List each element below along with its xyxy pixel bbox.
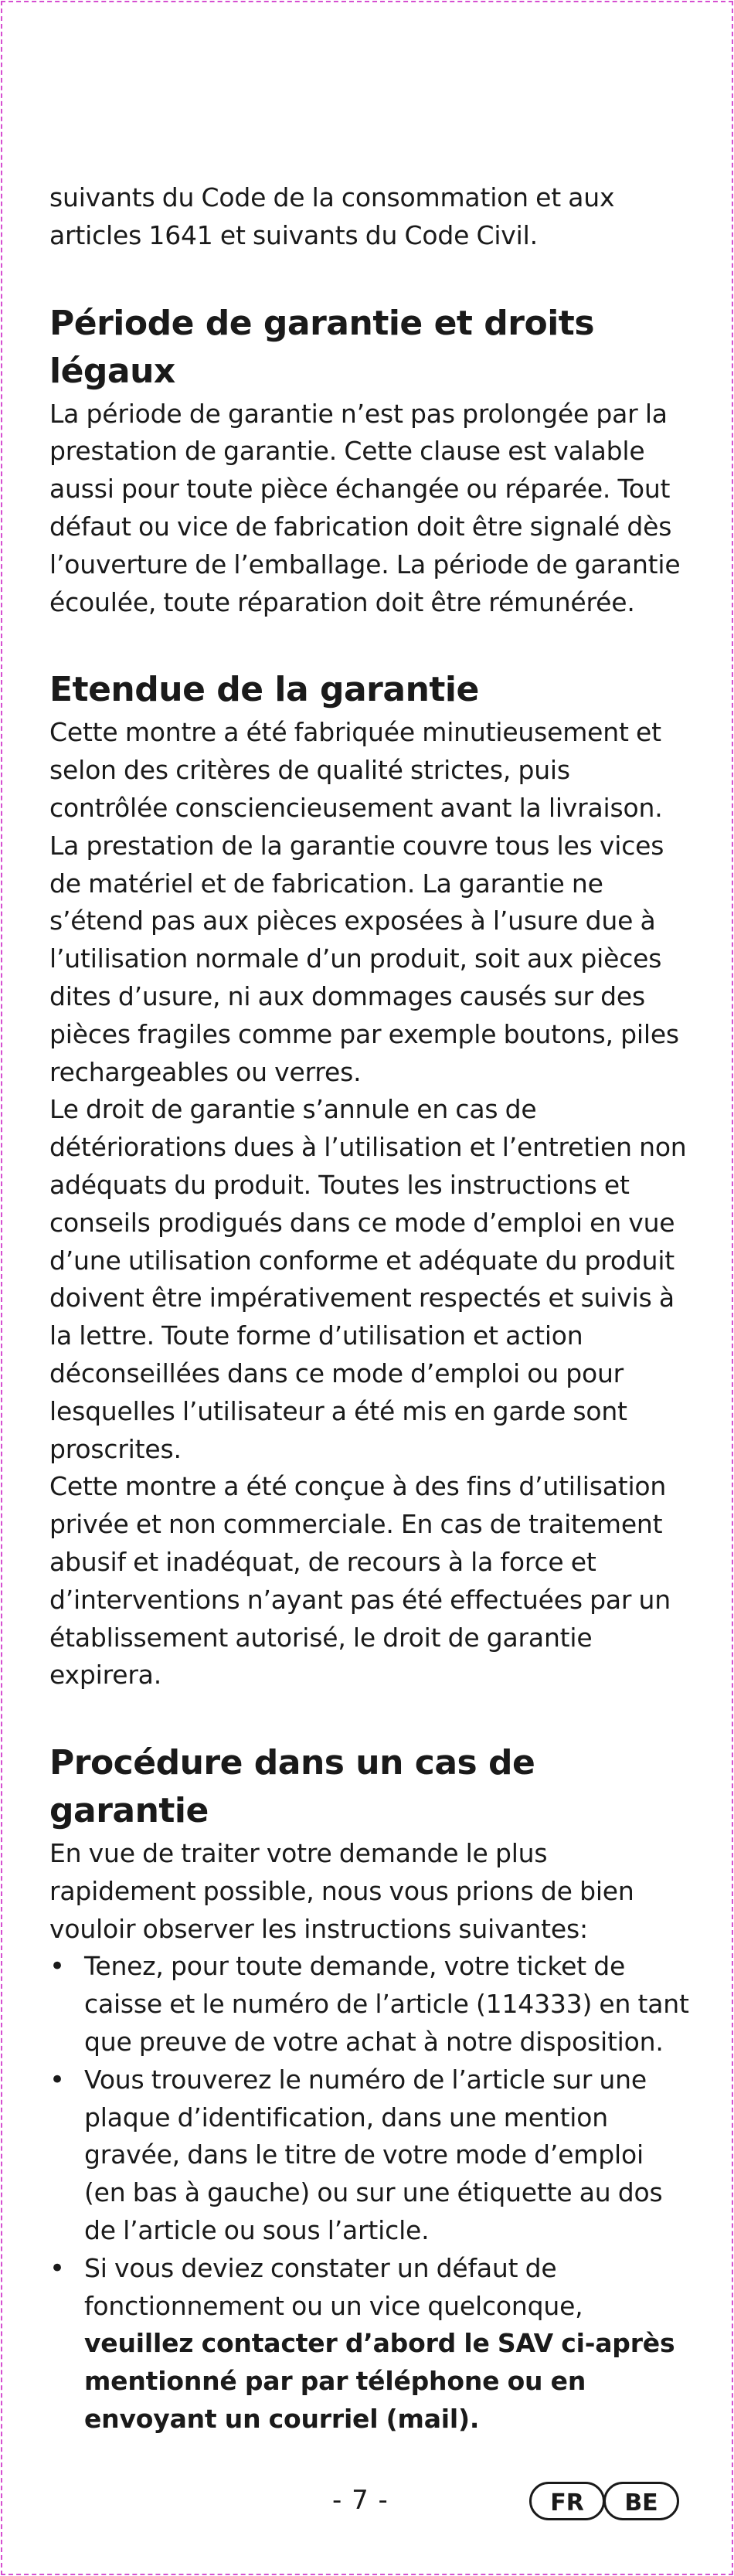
- intro-paragraph: suivants du Code de la consommation et aux articles 1641 et suivants du Code Civil.: [49, 182, 615, 250]
- bullet-icon: •: [49, 1951, 65, 1983]
- warranty-scope-paragraph-3: Cette montre a été conçue à des fins d’utilisation privée et non commerciale. En cas de traitement abusif et inadéquat, de recours à la force et d’interventions n’ayant pas été effectuées par un établissement autorisé, le droit de garantie expirera.: [49, 1471, 671, 1691]
- bullet-icon: •: [49, 2252, 65, 2284]
- warranty-period-paragraph: La période de garantie n’est pas prolongée par la prestation de garantie. Cette clause est valable aussi pour toute pièce échangée ou réparée. Tout défaut ou vice de fabrication doit être signalé dès l’ouverture de l’emballage. La période de garantie écoulée, toute réparation doit être rémunérée.: [49, 398, 681, 617]
- document-body: [49, 179, 691, 2438]
- bullet-icon: •: [49, 2064, 65, 2095]
- list-item-text: Vous trouverez le numéro de l’article sur une plaque d’identification, dans une mention gravée, dans le titre de votre mode d’emploi (en bas à gauche) ou sur une étiquette au dos de l’article ou sous l’article.: [84, 2064, 663, 2246]
- page-footer: [0, 2482, 734, 2528]
- list-item: [49, 2061, 691, 2250]
- warranty-scope-paragraph-2: Le droit de garantie s’annule en cas de détériorations dues à l’utilisation et l’entretien non adéquats du produit. Toutes les instructions et conseils prodigués dans ce mode d’emploi en vue d’une utilisation conforme et adéquate du produit doivent être impérativement respectés et suivis à la lettre. Toute forme d’utilisation et action déconseillées dans ce mode d’emploi ou pour lesquelles l’utilisateur a été mis en garde sont proscrites.: [49, 1094, 687, 1464]
- country-badges: [529, 2482, 679, 2520]
- country-badge-fr: FR: [529, 2482, 605, 2520]
- procedure-bullet-list: [49, 1948, 691, 2438]
- heading-warranty-procedure: Procédure dans un cas de garantie: [49, 1743, 535, 1831]
- list-item-text: Si vous deviez constater un défaut de fonctionnement ou un vice quelconque,: [84, 2252, 583, 2321]
- warranty-scope-paragraph-1: Cette montre a été fabriquée minutieusement et selon des critères de qualité strictes, puis contrôlée consciencieusement avant la livraison. La prestation de la garantie couvre tous les vices de matériel et de fabrication. La garantie ne s’étend pas aux pièces exposées à l’usure due à l’utilisation normale d’un produit, soit aux pièces dites d’usure, ni aux dommages causés sur des pièces fragiles comme par exemple boutons, piles rechargeables ou verres.: [49, 717, 679, 1087]
- heading-warranty-period: Période de garantie et droits légaux: [49, 303, 595, 391]
- warranty-procedure-intro: En vue de traiter votre demande le plus rapidement possible, nous vous prions de bien vouloir observer les instructions suivantes:: [49, 1838, 634, 1944]
- list-item-text: Tenez, pour toute demande, votre ticket de caisse et le numéro de l’article (114333) en tant que preuve de votre achat à notre disposition.: [84, 1951, 689, 2058]
- list-item: [49, 2250, 691, 2438]
- list-item: [49, 1948, 691, 2061]
- country-badge-be: BE: [603, 2482, 679, 2520]
- page-number: - 7 -: [332, 2485, 389, 2516]
- list-item-bold-text: veuillez contacter d’abord le SAV ci-après mentionné par par téléphone ou en envoyant un courriel (mail).: [84, 2328, 675, 2435]
- heading-warranty-scope: Etendue de la garantie: [49, 670, 479, 710]
